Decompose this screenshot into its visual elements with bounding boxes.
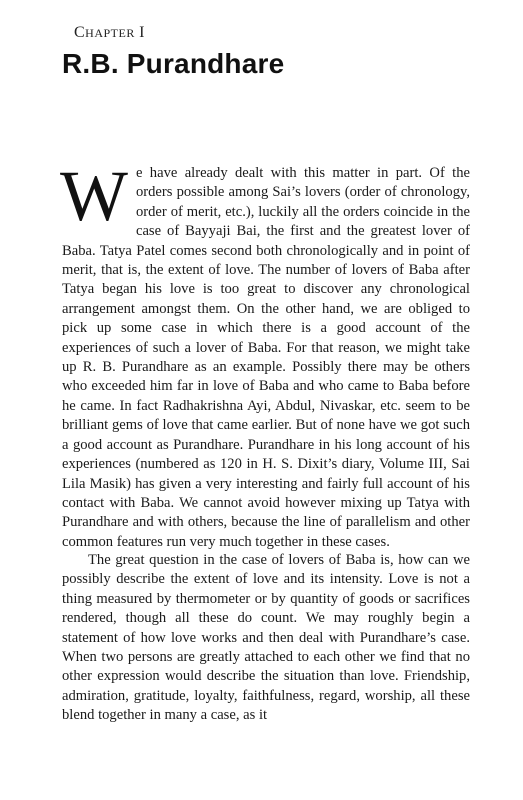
paragraph-first-text: e have already dealt with this matter in part. Of the orders possible among Sai’s lovers (order of chronology, order of merit, etc.), luckily all the orders coincide in the case of Bayyaji Bai, the first and the greatest lover of Baba. Tatya Patel comes second both chronologically and in point of merit, that is, the extent of love. The number of lovers of Baba after Tatya began his love is too great to discover any chronological arrangement amongst them. On the other hand, we are obliged to pick up some case in which there is a good account of the experiences of such a lover of Baba. For that reason, we might take up R. B. Purandhare as an example. Possibly there may be others who exceeded him far in love of Baba and who came to Baba before he came. In fact Radhakrishna Ayi, Abdul, Nivaskar, etc. seem to be brilliant gems of love that came earlier. But of none have we got such a good account as Purandhare. Purandhare in his long account of his experiences (numbered as 120 in H. S. Dixit’s diary, Volume III, Sai Lila Masik) has given a very interesting and fairly full account of his contact with Baba. We cannot avoid however mixing up Tatya with Purandhare and with others, because the line of parallelism and other common features run very much together in these cases. bbox=[62, 165, 470, 550]
paragraph-first bbox=[60, 156, 470, 552]
paragraph-second bbox=[62, 551, 470, 726]
paragraph-second-text: The great question in the case of lovers of Baba is, how can we possibly describe the extent of love and its intensity. Love is not a thing measured by thermometer or by quantity of goods or sacrifices rendered, though all these do count. We may roughly begin a statement of how love works and then deal with Purandhare’s case. When two persons are greatly attached to each other we find that no other expression would describe the situation than love. Friendship, admiration, gratitude, loyalty, faithfulness, regard, worship, all these blend together in many a case, as it bbox=[62, 552, 470, 724]
drop-cap-letter: W bbox=[60, 156, 128, 236]
chapter-label-word: HAPTER bbox=[85, 26, 135, 40]
chapter-number: I bbox=[139, 24, 145, 41]
chapter-label-initial: C bbox=[74, 24, 86, 41]
chapter-title: R.B. Purandhare bbox=[62, 48, 285, 79]
chapter-label bbox=[74, 24, 145, 42]
